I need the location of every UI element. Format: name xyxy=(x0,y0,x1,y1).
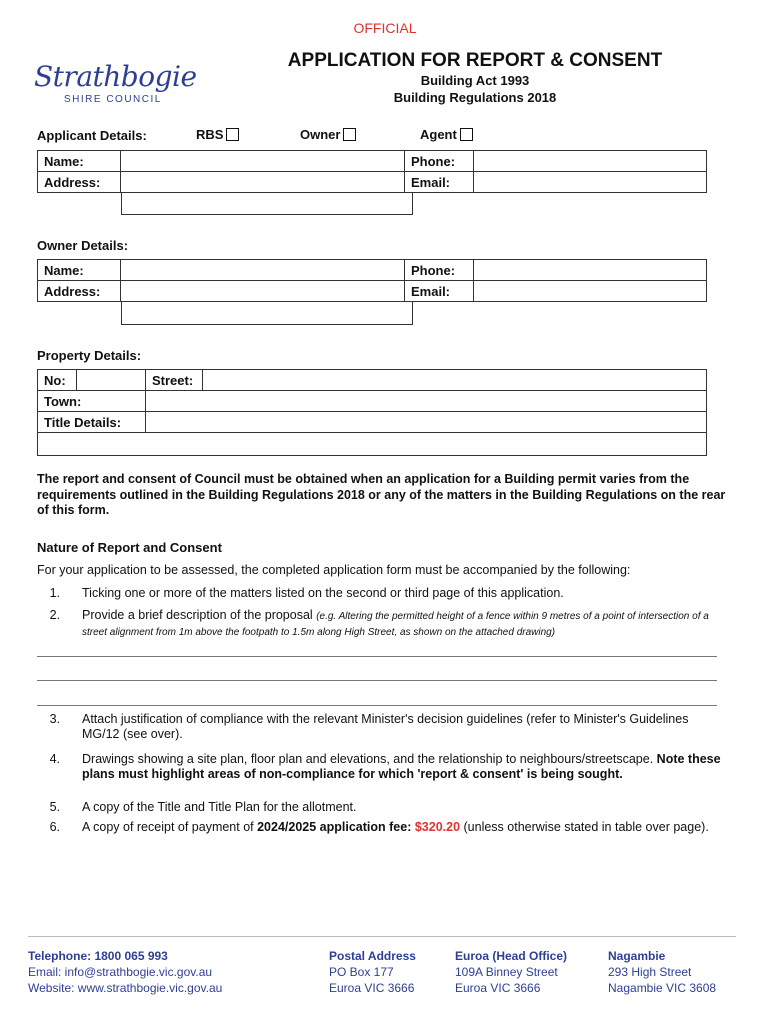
owner-phone-label: Phone: xyxy=(405,260,474,281)
applicant-name-field[interactable] xyxy=(121,151,405,172)
property-table xyxy=(37,369,707,456)
footer-rule xyxy=(28,936,736,937)
nature-heading: Nature of Report and Consent xyxy=(37,540,222,555)
owner-address-field-2[interactable] xyxy=(121,302,413,325)
applicant-phone-label: Phone: xyxy=(405,151,474,172)
rbs-checkbox[interactable] xyxy=(226,128,239,141)
agent-label: Agent xyxy=(420,127,457,142)
form-regs: Building Regulations 2018 xyxy=(393,90,557,105)
footer-telephone: Telephone: 1800 065 993 xyxy=(28,949,168,963)
applicant-details-label: Applicant Details: xyxy=(37,128,147,143)
owner-address-label: Address: xyxy=(38,281,121,302)
item2-example: (e.g. Altering the permitted height of a fence within 9 metres of a point of intersection of a street alignment from 1m above the footpath to 1.5m along High Street, as shown on the attached drawing) xyxy=(82,611,709,638)
owner-checkbox[interactable] xyxy=(343,128,356,141)
footer-contact xyxy=(28,948,222,996)
footer-euroa: Euroa (Head Office) 109A Binney Street Euroa VIC 3666 xyxy=(455,949,568,995)
property-street-label: Street: xyxy=(146,370,203,391)
nature-intro: For your application to be assessed, the completed application form must be accompanied by the following: xyxy=(37,563,631,577)
property-title-label: Title Details: xyxy=(38,412,146,433)
property-title-field[interactable] xyxy=(146,412,707,433)
owner-label: Owner xyxy=(300,127,341,142)
agent-option[interactable] xyxy=(420,127,473,142)
applicant-email-label: Email: xyxy=(405,172,474,193)
property-title-field-2[interactable] xyxy=(38,433,707,456)
owner-option[interactable] xyxy=(300,127,356,142)
owner-address-field[interactable] xyxy=(121,281,405,302)
property-town-field[interactable] xyxy=(146,391,707,412)
footer-email[interactable]: Email: info@strathbogie.vic.gov.au xyxy=(28,965,213,979)
owner-details-label: Owner Details: xyxy=(37,238,129,253)
council-logo xyxy=(30,60,210,110)
applicant-address-label: Address: xyxy=(38,172,121,193)
logo-wordmark: Strathbogie xyxy=(34,60,197,93)
footer-postal: Postal Address PO Box 177 Euroa VIC 3666 xyxy=(329,949,416,995)
property-details-label: Property Details: xyxy=(37,348,142,363)
applicant-table xyxy=(37,150,707,193)
logo-subtitle: SHIRE COUNCIL xyxy=(64,94,162,105)
applicant-name-label: Name: xyxy=(38,151,121,172)
owner-email-field[interactable] xyxy=(474,281,707,302)
owner-email-label: Email: xyxy=(405,281,474,302)
application-fee: $320.20 xyxy=(414,820,461,834)
notice-text: The report and consent of Council must be obtained when an application for a Building permit varies from the requirements outlined in the Building Regulations 2018 or any of the matters in the Building Regulations on the rear of this form. xyxy=(37,472,726,517)
property-no-label: No: xyxy=(38,370,77,391)
footer-nagambie: Nagambie 293 High Street Nagambie VIC 3608 xyxy=(608,949,717,995)
footer-website[interactable]: Website: www.strathbogie.vic.gov.au xyxy=(28,981,223,995)
description-line-1[interactable] xyxy=(37,656,717,657)
applicant-email-field[interactable] xyxy=(474,172,707,193)
applicant-address-field[interactable] xyxy=(121,172,405,193)
form-title: APPLICATION FOR REPORT & CONSENT xyxy=(287,50,663,71)
rbs-option[interactable] xyxy=(196,127,239,142)
applicant-phone-field[interactable] xyxy=(474,151,707,172)
owner-table xyxy=(37,259,707,302)
owner-phone-field[interactable] xyxy=(474,260,707,281)
form-act: Building Act 1993 xyxy=(420,73,530,88)
owner-name-field[interactable] xyxy=(121,260,405,281)
rbs-label: RBS xyxy=(196,127,224,142)
property-town-label: Town: xyxy=(38,391,146,412)
owner-name-label: Name: xyxy=(38,260,121,281)
property-no-field[interactable] xyxy=(77,370,146,391)
property-street-field[interactable] xyxy=(203,370,707,391)
applicant-address-field-2[interactable] xyxy=(121,192,413,215)
description-line-3[interactable] xyxy=(37,705,717,706)
official-marking: OFFICIAL xyxy=(353,20,417,36)
description-line-2[interactable] xyxy=(37,680,717,681)
agent-checkbox[interactable] xyxy=(460,128,473,141)
